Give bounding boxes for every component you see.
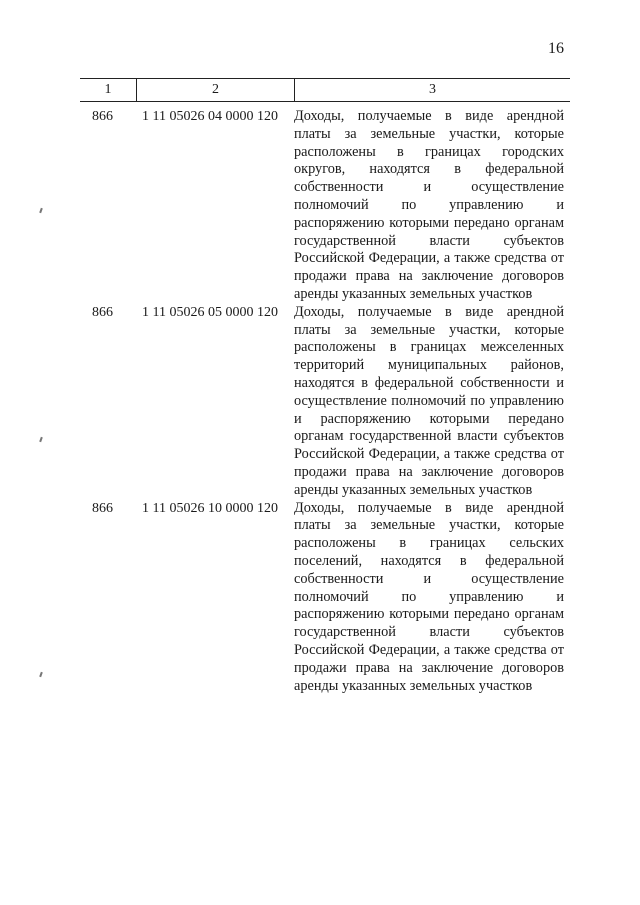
header-col-2: 2 — [137, 79, 295, 101]
table-row — [80, 304, 570, 500]
budget-code: 1 11 05026 05 0000 120 — [142, 304, 278, 320]
scan-mark — [39, 672, 43, 677]
table-body — [80, 108, 570, 695]
header-col-3: 3 — [429, 82, 436, 97]
admin-code: 866 — [92, 109, 113, 124]
admin-code: 866 — [92, 304, 113, 320]
income-description: Доходы, получаемые в виде арендной платы за земельные участки, которые расположены в границах сельских поселений, находятся в федеральной собственности и осуществление полномочий по управлению и распоряжению которыми передано органам государственной власти субъектов Российской Федерации, а также средства от продажи права на заключение договоров аренды указанных земельных участков — [294, 499, 564, 694]
scan-mark — [39, 208, 43, 213]
header-col-1: 1 — [80, 79, 137, 101]
income-description: Доходы, получаемые в виде арендной платы за земельные участки, которые расположены в границах городских округов, находятся в федеральной собственности и осуществление полномочий по управлению и распоряжению которыми передано органам государственной власти субъектов Российской Федерации, а также средства от продажи права на заключение договоров аренды указанных земельных участков — [294, 108, 564, 302]
page-number: 16 — [548, 40, 564, 57]
budget-code: 1 11 05026 10 0000 120 — [142, 500, 278, 516]
table-row — [80, 108, 570, 304]
income-description: Доходы, получаемые в виде арендной платы за земельные участки, которые расположены в границах межселенных территорий муниципальных районов, находятся в федеральной собственности и осуществление полномочий по управлению и распоряжению которыми передано органам государственной власти субъектов Российской Федерации, а также средства от продажи права на заключение договоров аренды указанных земельных участков — [294, 303, 564, 498]
table-row — [80, 500, 570, 696]
budget-code: 1 11 05026 04 0000 120 — [142, 109, 278, 124]
admin-code: 866 — [92, 500, 113, 516]
scan-mark — [39, 437, 43, 442]
table-header — [80, 78, 570, 102]
